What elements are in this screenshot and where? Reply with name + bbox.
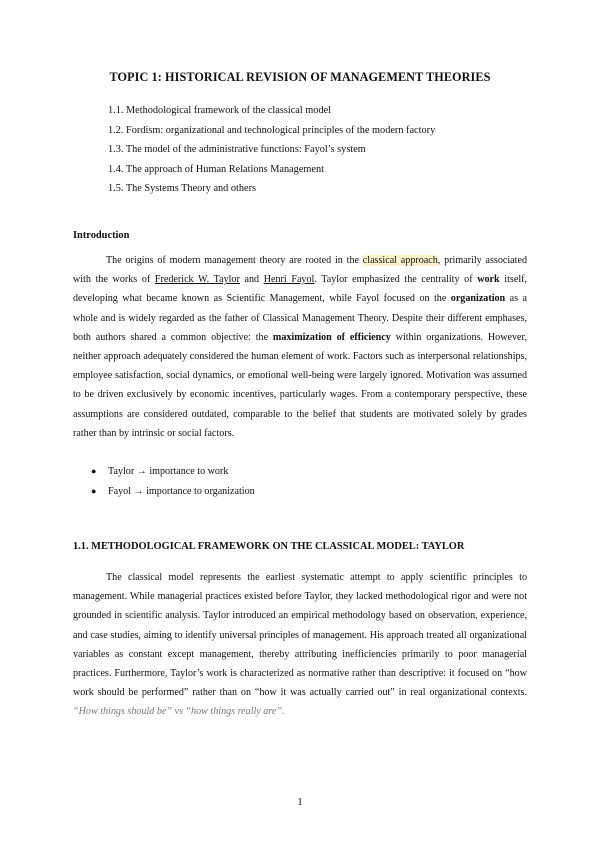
toc-item: 1.2. Fordism: organizational and technological principles of the modern factory <box>108 124 436 136</box>
section-heading: 1.1. METHODOLOGICAL FRAMEWORK ON THE CLASSICAL MODEL: TAYLOR <box>73 541 465 552</box>
toc-item: 1.3. The model of the administrative functions: Fayol’s system <box>108 144 366 155</box>
intro-text: and <box>239 274 264 286</box>
section-text: The classical model represents the earliest systematic attempt to apply scientific principles to management. While managerial practices existed before Taylor, they lacked methodological rigor and were not grounded in scientific analysis. Taylor introduced an empirical methodology based on observation, experience, and case studies, aiming to identify universal principles of management. His approach treated all organizational variables as constant except management, thereby attributing inefficiencies primarily to poor managerial practices. Furthermore, Taylor’s work is characterized as normative rather than descriptive: it focused on “how work should be performed” rather than on “how it was actually carried out” in real organizational contexts. <box>73 572 527 699</box>
intro-text: as a whole and is widely regarded as the father of Classical Management Theory. Despite their different emphases, both authors shared a common objective: the <box>73 293 527 343</box>
bullet-icon: ● <box>91 485 97 496</box>
classical-approach-highlight: classical approach <box>362 255 438 266</box>
toc-item: 1.1. Methodological framework of the classical model <box>108 105 332 116</box>
taylor-name: Frederick W. Taylor <box>154 274 240 286</box>
intro-paragraph <box>73 251 527 443</box>
bullet-item <box>91 462 255 482</box>
intro-text: itself, developing what became known as Scientific Management, while Fayol focused on the <box>73 274 528 305</box>
section-quote: “How things should be” vs “how things really are”. <box>73 706 285 718</box>
intro-text: , primarily associated with the works of <box>73 255 527 286</box>
bullet-text: Fayol → importance to organization <box>108 485 255 497</box>
page-number: 1 <box>297 796 303 808</box>
maximization-term: maximization of efficiency <box>272 331 391 343</box>
bullet-item <box>91 482 255 502</box>
bullet-icon: ● <box>91 466 97 476</box>
intro-text: The origins of modern management theory are rooted in the <box>106 255 363 266</box>
intro-text: . Taylor emphasized the centrality of <box>314 274 478 286</box>
toc-item: 1.5. The Systems Theory and others <box>108 183 257 194</box>
work-term: work <box>477 274 500 286</box>
bullet-list <box>91 462 255 501</box>
intro-text: within organizations. However, neither approach adequately considered the human element of work. Factors such as interpersonal relationships, employee satisfaction, social dynamics, or emotional well-being were largely ignored. Motivation was assumed to be driven exclusively by economic incentives, particularly wages. From a contemporary perspective, these assumptions are considered outdated, comparable to the belief that students are motivated solely by grades rather than by intrinsic or social factors. <box>73 331 527 439</box>
bullet-text: Taylor → importance to work <box>108 466 229 477</box>
table-of-contents <box>108 104 435 202</box>
section-paragraph <box>73 568 527 722</box>
fayol-name: Henri Fayol <box>263 274 315 286</box>
intro-heading: Introduction <box>73 230 130 241</box>
page-title: TOPIC 1: HISTORICAL REVISION OF MANAGEMENT THEORIES <box>109 70 491 84</box>
organization-term: organization <box>450 293 506 305</box>
toc-item: 1.4. The approach of Human Relations Management <box>108 163 324 175</box>
